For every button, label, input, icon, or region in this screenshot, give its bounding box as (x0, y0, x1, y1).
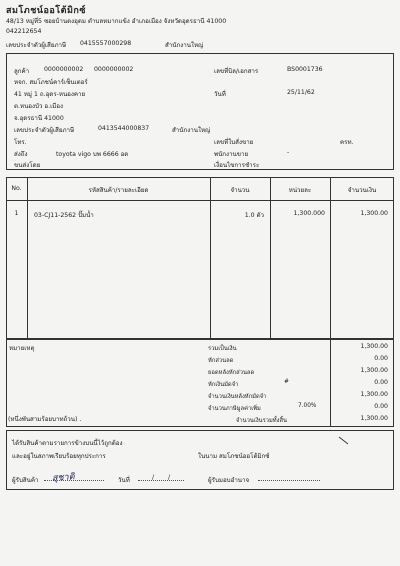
summary-label-vat: จำนวนภาษีมูลค่าเพิ่ม (208, 406, 261, 412)
received-line-2: และอยู่ในสภาพเรียบร้อยทุกประการ (12, 453, 106, 460)
summary-vat-rate: 7.00% (298, 403, 317, 409)
summary-value-deposit: 0.00 (374, 379, 388, 386)
customer-tax-id: 0413544000837 (98, 125, 150, 132)
table-row-no: 1 (14, 210, 19, 217)
amount-in-words: (หนึ่งพันสามร้อยบาทถ้วน) . (8, 416, 82, 423)
customer-address-2: ต.หนองบัว อ.เมือง (14, 103, 64, 110)
summary-label-after-deposit: จำนวนเงินหลังหักมัดจำ (208, 394, 267, 400)
table-header-description: รหัสสินค้า/รายละเอียด (88, 187, 149, 194)
receiver-label: ผู้รับสินค้า (12, 477, 39, 484)
customer-phone-label: โทร. (14, 139, 27, 146)
table-header-amount: จำนวนเงิน (347, 187, 377, 194)
summary-value-after-discount: 1,300.00 (360, 367, 388, 374)
customer-ship-label: ส่งถึง (14, 151, 28, 158)
summary-label-discount: หักส่วนลด (208, 358, 234, 364)
customer-name: หจก. สมโภชน์คาร์เซ็นเตอร์ (14, 79, 88, 86)
company-signature-label: ในนาม สมโภชน์ออโต้มิกซ์ (198, 453, 270, 460)
customer-code-label: ลูกค้า (14, 68, 30, 75)
summary-label-after-discount: ยอดหลังหักส่วนลด (208, 370, 255, 376)
summary-value-subtotal: 1,300.00 (360, 343, 388, 350)
table-row-unit-price: 1,300.000 (293, 210, 325, 217)
summary-deposit-hash: # (284, 379, 289, 385)
receiver-date-line (138, 470, 184, 481)
doc-date-label: วันที่ (214, 91, 226, 98)
customer-address-3: จ.อุดรธานี 41000 (14, 115, 64, 122)
summary-label-deposit: หักเงินมัดจำ (208, 382, 239, 388)
received-line-1: ได้รับสินค้าตามรายการข้างบนนี้ไว้ถูกต้อง (12, 440, 123, 447)
customer-code: 0000000002 (44, 66, 84, 73)
table-header-unit-price: หน่วยละ (288, 187, 312, 194)
customer-transport-label: ขนส่งโดย (14, 162, 41, 169)
company-branch: สำนักงานใหญ่ (165, 42, 204, 49)
company-address: 48/13 หมู่ที่5 ซอยบ้านดงอุดม ตำบลหมากแข้ง อำเภอเมือง จังหวัดอุดรธานี 41000 (6, 18, 227, 25)
doc-number-value: BS0001736 (287, 66, 323, 73)
customer-code-2: 0000000002 (94, 66, 134, 73)
summary-value-discount: 0.00 (374, 355, 388, 362)
company-phone: 042212654 (6, 28, 42, 35)
customer-tax-label: เลขประจำตัวผู้เสียภาษี (14, 127, 75, 134)
doc-date-value: 25/11/62 (287, 89, 315, 96)
table-header-divider (6, 200, 394, 201)
receiver-date-slash-1: / (152, 474, 155, 481)
company-tax-label: เลขประจำตัวผู้เสียภาษี (6, 42, 67, 49)
summary-value-after-deposit: 1,300.00 (360, 391, 388, 398)
customer-branch: สำนักงานใหญ่ (172, 127, 211, 134)
approver-label: ผู้รับมอบอำนาจ (208, 477, 250, 484)
doc-terms-label: เงื่อนไขการชำระ (214, 162, 260, 169)
doc-sales-label: พนักงานขาย (214, 151, 249, 158)
company-name: สมโภชน์ออโต้มิกซ์ (6, 6, 86, 16)
doc-number-label: เลขที่บิล/เอกสาร (214, 68, 259, 75)
table-header-quantity: จำนวน (230, 187, 250, 194)
summary-label-grand-total: จำนวนเงินรวมทั้งสิ้น (236, 418, 287, 424)
doc-credit-label: ครท. (340, 139, 354, 146)
customer-ship-value: toyota vigo บพ 6666 อด (56, 151, 129, 158)
items-table (6, 177, 394, 339)
receiver-signature: สุชาติ (51, 472, 75, 484)
summary-value-grand-total: 1,300.00 (360, 415, 388, 422)
table-row-quantity: 1.0 ตัว (244, 212, 264, 219)
table-row-description: 03-CJ11-2562 ปั๊มน้ำ (34, 212, 94, 219)
pen-mark (338, 436, 352, 446)
approver-signature-line (258, 474, 320, 481)
receiver-date-label: วันที่ (118, 477, 130, 484)
table-row-amount: 1,300.00 (360, 210, 388, 217)
summary-label-subtotal: รวมเป็นเงิน (208, 346, 237, 352)
company-tax-id: 0415557000298 (80, 40, 132, 47)
receiver-date-slash-2: / (168, 474, 171, 481)
doc-po-label: เลขที่ใบสั่งขาย (214, 139, 254, 146)
remark-label: หมายเหตุ (9, 345, 35, 352)
doc-sales-value: - (287, 149, 290, 156)
customer-address-1: 41 หมู่ 1 ถ.อุดร-หนองคาย (14, 91, 86, 98)
table-header-no: No. (11, 185, 22, 192)
summary-value-vat: 0.00 (374, 403, 388, 410)
